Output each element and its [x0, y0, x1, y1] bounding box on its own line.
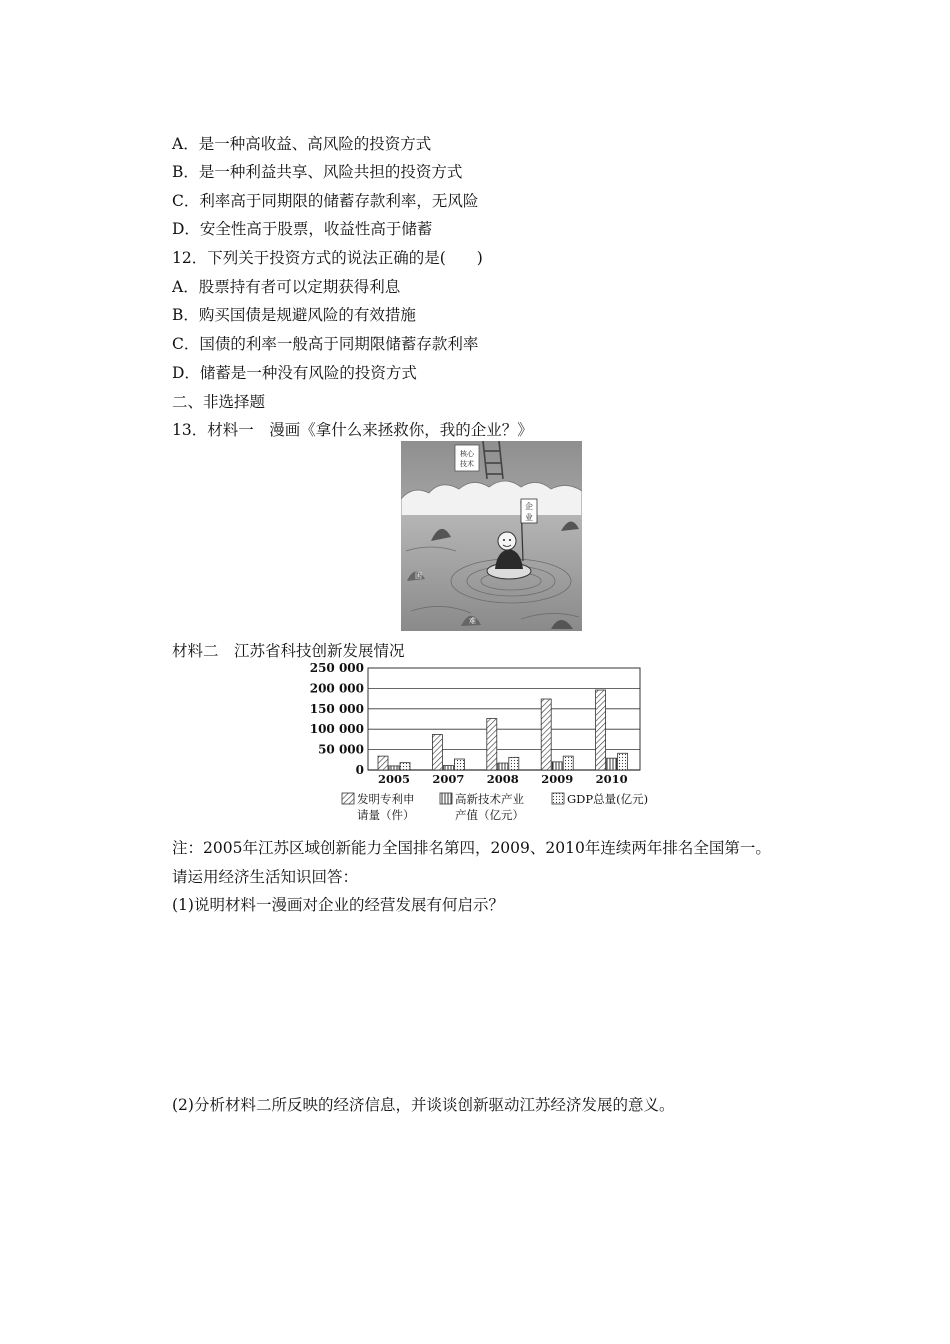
bar	[607, 758, 617, 770]
bar	[552, 762, 562, 770]
bar	[432, 735, 442, 770]
q11-option-a: A．是一种高收益、高风险的投资方式	[172, 135, 432, 153]
cartoon-sign-text-2: 技术	[460, 460, 474, 468]
q13-note: 注：2005年江苏区域创新能力全国排名第四，2009、2010年连续两年排名全国第一。	[172, 839, 771, 857]
x-tick-label: 2008	[486, 772, 519, 786]
legend-label-line2: 产值（亿元）	[455, 808, 524, 822]
cartoon-fin-text-1: 困	[415, 572, 422, 580]
bar	[454, 759, 464, 770]
bar	[596, 690, 606, 770]
bar	[498, 763, 508, 770]
y-tick-label: 100 000	[309, 722, 364, 737]
x-tick-label: 2007	[432, 772, 465, 786]
bar	[389, 766, 399, 770]
cartoon-sign-text-1: 核心	[460, 450, 474, 458]
bar	[378, 756, 388, 770]
y-tick-label: 0	[355, 763, 364, 777]
q11-option-d: D．安全性高于股票，收益性高于储蓄	[172, 220, 433, 238]
bar	[443, 766, 453, 770]
bar	[487, 719, 497, 770]
legend-label: 高新技术产业	[455, 792, 524, 806]
legend-swatch	[552, 793, 564, 804]
y-tick-label: 250 000	[309, 661, 364, 675]
section-title: 二、非选择题	[172, 393, 266, 411]
bar	[400, 763, 410, 770]
cartoon-image	[401, 441, 582, 631]
bar	[563, 756, 573, 770]
legend-swatch	[342, 793, 354, 804]
bar	[541, 699, 551, 770]
x-tick-label: 2009	[541, 772, 574, 786]
q13-material1: 13．材料一 漫画《拿什么来拯救你，我的企业？》	[172, 421, 533, 439]
q12-option-c: C．国债的利率一般高于同期限储蓄存款利率	[172, 335, 479, 353]
bar	[509, 757, 519, 770]
legend-label: 发明专利申	[357, 792, 415, 806]
q12-option-d: D．储蓄是一种没有风险的投资方式	[172, 364, 417, 382]
q11-option-c: C．利率高于同期限的储蓄存款利率，无风险	[172, 192, 479, 210]
q13-sub1: (1)说明材料一漫画对企业的经营发展有何启示？	[172, 896, 504, 914]
q13-sub2: (2)分析材料二所反映的经济信息，并谈谈创新驱动江苏经济发展的意义。	[172, 1096, 675, 1114]
x-tick-label: 2010	[595, 772, 628, 786]
q13-material2: 材料二 江苏省科技创新发展情况	[172, 642, 405, 660]
legend-swatch	[440, 793, 452, 804]
q12-option-a: A．股票持有者可以定期获得利息	[172, 278, 401, 296]
y-tick-label: 50 000	[318, 742, 364, 757]
bar-chart	[300, 660, 700, 825]
q12-option-b: B．购买国债是规避风险的有效措施	[172, 306, 416, 324]
bar	[618, 753, 628, 770]
q12-stem: 12．下列关于投资方式的说法正确的是( )	[172, 249, 483, 267]
y-tick-label: 200 000	[309, 681, 364, 696]
cartoon-flag-text-1: 企	[525, 502, 533, 511]
cartoon-flag-text-2: 业	[525, 513, 533, 522]
x-tick-label: 2005	[377, 772, 411, 786]
cartoon-fin-text-2: 难	[469, 617, 476, 625]
legend-label-line2: 请量（件）	[357, 808, 415, 822]
q13-instruction: 请运用经济生活知识回答：	[172, 868, 359, 886]
y-tick-label: 150 000	[309, 701, 364, 716]
q11-option-b: B．是一种利益共享、风险共担的投资方式	[172, 163, 463, 181]
legend-label: GDP总量(亿元)	[567, 792, 649, 806]
